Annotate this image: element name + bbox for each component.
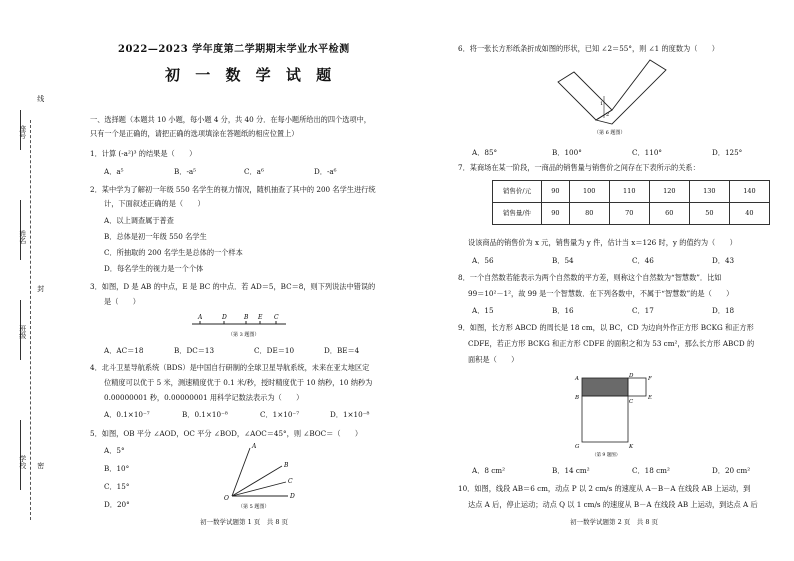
- question-3: 3．如图，D 是 AB 的中点，E 是 BC 的中点．若 AD＝5，BC＝8，则下列说法中错误的: [90, 282, 376, 291]
- option-c: C．110°: [632, 148, 662, 157]
- exam-title: 初 一 数 学 试 题: [165, 66, 337, 84]
- row-header-quantity: 销售量/件: [493, 203, 542, 225]
- option-d: D．20 cm²: [712, 466, 751, 475]
- binding-dashed-line: [30, 120, 31, 520]
- option-a: A．56: [472, 256, 494, 265]
- point-e: E: [258, 314, 263, 321]
- question-7-cont: 设该商品的销售价为 x 元，销售量为 y 件，估计当 x＝126 时，y 的值约为（ ）: [468, 238, 737, 247]
- point-b: B: [244, 314, 249, 321]
- name-label: 姓名: [18, 230, 27, 244]
- option-c: C．46: [632, 256, 654, 265]
- figure-caption: （第 9 题图）: [592, 453, 621, 458]
- question-4-cont2: 0.00000001 秒，0.00000001 用科学记数法表示为（ ）: [104, 393, 304, 402]
- option-a: A．8 cm²: [472, 466, 505, 475]
- point-e: E: [648, 395, 653, 401]
- option-c: C．a⁶: [244, 167, 264, 176]
- binding-mark-seal: 封: [36, 285, 45, 292]
- angle-2-label: 2: [606, 112, 610, 118]
- point-c: C: [274, 314, 279, 321]
- option-c: C．DE＝10: [254, 346, 295, 355]
- option-a: A．15: [472, 306, 494, 315]
- question-8: 8．一个自然数若能表示为两个自然数的平方差，则称这个自然数为“智慧数”．比如: [458, 273, 722, 282]
- question-5-figure: [222, 440, 302, 512]
- option-a: A．以上调查属于普查: [104, 216, 174, 225]
- option-b: B．10°: [104, 464, 130, 473]
- question-6-figure: [554, 58, 668, 140]
- point-c: C: [629, 399, 634, 405]
- table-cell: 80: [569, 203, 609, 225]
- point-b: B: [284, 462, 289, 469]
- question-9-figure: [572, 372, 662, 458]
- section-1-instructions-cont: 只有一个是正确的，请把正确的选项填涂在答题纸的相应位置上）: [90, 129, 299, 138]
- option-d: D．20°: [104, 500, 130, 509]
- point-k: K: [629, 444, 634, 450]
- figure-caption: （第 3 题图）: [228, 332, 260, 338]
- table-cell: 110: [609, 181, 649, 203]
- sales-table: [492, 180, 770, 225]
- point-g: G: [575, 444, 580, 450]
- option-a: A．a⁵: [104, 167, 124, 176]
- table-row: [493, 181, 770, 203]
- option-b: B．16: [552, 306, 574, 315]
- question-10-cont: 达点 A 后，停止运动；动点 Q 以 1 cm/s 的速度从 B－A 在线段 AB 上运动，到达点 A 后: [468, 500, 758, 509]
- option-d: D．18: [712, 306, 735, 315]
- question-3-figure: [190, 310, 290, 344]
- option-a: A．5°: [104, 446, 125, 455]
- question-10: 10．如图，线段 AB＝6 cm，动点 P 以 2 cm/s 的速度从 A－B－A 在线段 AB 上运动，到: [458, 484, 751, 493]
- point-a: A: [198, 314, 203, 321]
- point-f: F: [648, 376, 652, 382]
- question-2-cont: 计，下面叙述正确的是（ ）: [104, 199, 205, 208]
- question-7-options: [472, 256, 782, 265]
- table-cell: 40: [729, 203, 769, 225]
- question-2: 2．某中学为了解初一年级 550 名学生的视力情况，随机抽查了其中的 200 名学生进行统: [90, 185, 376, 194]
- question-5: 5．如图，OB 平分 ∠AOD，OC 平分 ∠BOD，∠AOC＝45°，则 ∠BOC＝（ ）: [90, 429, 363, 438]
- option-b: B．14 cm²: [552, 466, 590, 475]
- point-d: D: [629, 373, 634, 379]
- table-cell: 90: [542, 203, 570, 225]
- exam-header: 2022—2023 学年度第二学期期末学业水平检测: [118, 44, 350, 55]
- section-1-instructions: 一、选择题（本题共 10 小题，每小题 4 分，共 40 分．在每小题所给出的四个选项中，: [90, 115, 371, 124]
- question-4-options: [104, 410, 400, 419]
- point-c: C: [288, 478, 293, 485]
- option-b: B．-a⁵: [174, 167, 197, 176]
- option-c: C．1×10⁻⁷: [260, 410, 300, 419]
- binding-mark-secret: 密: [36, 462, 45, 469]
- option-b: B．DC＝13: [174, 346, 215, 355]
- question-8-options: [472, 306, 782, 315]
- question-7: 7．某商场在某一阶段，一商品的销售量与销售价之间存在下表所示的关系：: [458, 163, 700, 172]
- page-footer: 初一数学试题第 2 页 共 8 页: [570, 518, 659, 526]
- figure-caption: （第 5 题图）: [238, 504, 270, 510]
- option-a: A．85°: [472, 148, 498, 157]
- table-cell: 120: [649, 181, 689, 203]
- seat-number-label: 座号: [18, 125, 27, 139]
- point-d: D: [290, 493, 295, 500]
- option-d: D．-a⁶: [314, 167, 337, 176]
- question-6: 6．将一张长方形纸条折成如图的形状，已知 ∠2＝55°，则 ∠1 的度数为（ ）: [458, 44, 719, 53]
- option-d: D．1×10⁻⁸: [330, 410, 370, 419]
- page-2: [430, 0, 794, 561]
- option-d: D．BE＝4: [324, 346, 360, 355]
- binding-mark-line: 线: [36, 95, 45, 102]
- question-9-options: [472, 466, 782, 475]
- point-b: B: [575, 395, 580, 401]
- question-8-cont: 99＝10²－1²，故 99 是一个智慧数．在下列各数中，不属于“智慧数”的是（ ）: [468, 289, 734, 298]
- option-c: C．所抽取的 200 名学生是总体的一个样本: [104, 248, 243, 257]
- table-cell: 70: [609, 203, 649, 225]
- table-row: [493, 203, 770, 225]
- option-b: B．54: [552, 256, 574, 265]
- table-cell: 90: [542, 181, 570, 203]
- option-d: D．每名学生的视力是一个个体: [104, 264, 204, 273]
- option-b: B．总体是初一年级 550 名学生: [104, 232, 207, 241]
- question-1-options: [104, 167, 384, 176]
- question-4-cont: 位精度可以优于 5 米，测速精度优于 0.1 米/秒，授时精度优于 10 纳秒，10 纳秒为: [104, 378, 373, 387]
- question-4: 4．北斗卫星导航系统（BDS）是中国自行研制的全球卫星导航系统，未来在亚太地区定: [90, 363, 370, 372]
- option-c: C．15°: [104, 482, 130, 491]
- question-9: 9．如图，长方形 ABCD 的周长是 18 cm，以 BC，CD 为边向外作正方形 BCKG 和正方形: [458, 323, 754, 332]
- question-3-cont: 是（ ）: [104, 297, 140, 306]
- binding-margin: [0, 0, 52, 561]
- point-o: O: [224, 495, 229, 502]
- option-b: B．100°: [552, 148, 582, 157]
- option-d: D．125°: [712, 148, 743, 157]
- figure-caption: （第 6 题图）: [594, 130, 626, 136]
- option-a: A．AC＝18: [104, 346, 144, 355]
- option-c: C．17: [632, 306, 654, 315]
- point-a: A: [575, 376, 579, 382]
- question-9-cont2: 面积是（ ）: [468, 355, 519, 364]
- option-c: C．18 cm²: [632, 466, 670, 475]
- table-cell: 140: [729, 181, 769, 203]
- question-6-options: [472, 148, 782, 157]
- question-3-options: [104, 346, 394, 355]
- point-a: A: [252, 443, 257, 450]
- row-header-price: 销售价/元: [493, 181, 542, 203]
- point-d: D: [222, 314, 227, 321]
- question-9-cont: CDFE，若正方形 BCKG 和正方形 CDFE 的面积之和为 53 cm²，那么长方形 ABCD 的: [468, 339, 755, 348]
- page-footer: 初一数学试题第 1 页 共 8 页: [200, 518, 289, 526]
- school-label: 学校: [18, 455, 27, 469]
- class-label: 班级: [18, 325, 27, 339]
- option-a: A．0.1×10⁻⁷: [104, 410, 150, 419]
- angle-1-label: 1: [600, 101, 604, 107]
- table-cell: 60: [649, 203, 689, 225]
- question-1: 1．计算 (-a²)³ 的结果是（ ）: [90, 149, 197, 158]
- table-cell: 100: [569, 181, 609, 203]
- option-b: B．0.1×10⁻⁸: [182, 410, 228, 419]
- option-d: D．43: [712, 256, 735, 265]
- table-cell: 50: [689, 203, 729, 225]
- table-cell: 130: [689, 181, 729, 203]
